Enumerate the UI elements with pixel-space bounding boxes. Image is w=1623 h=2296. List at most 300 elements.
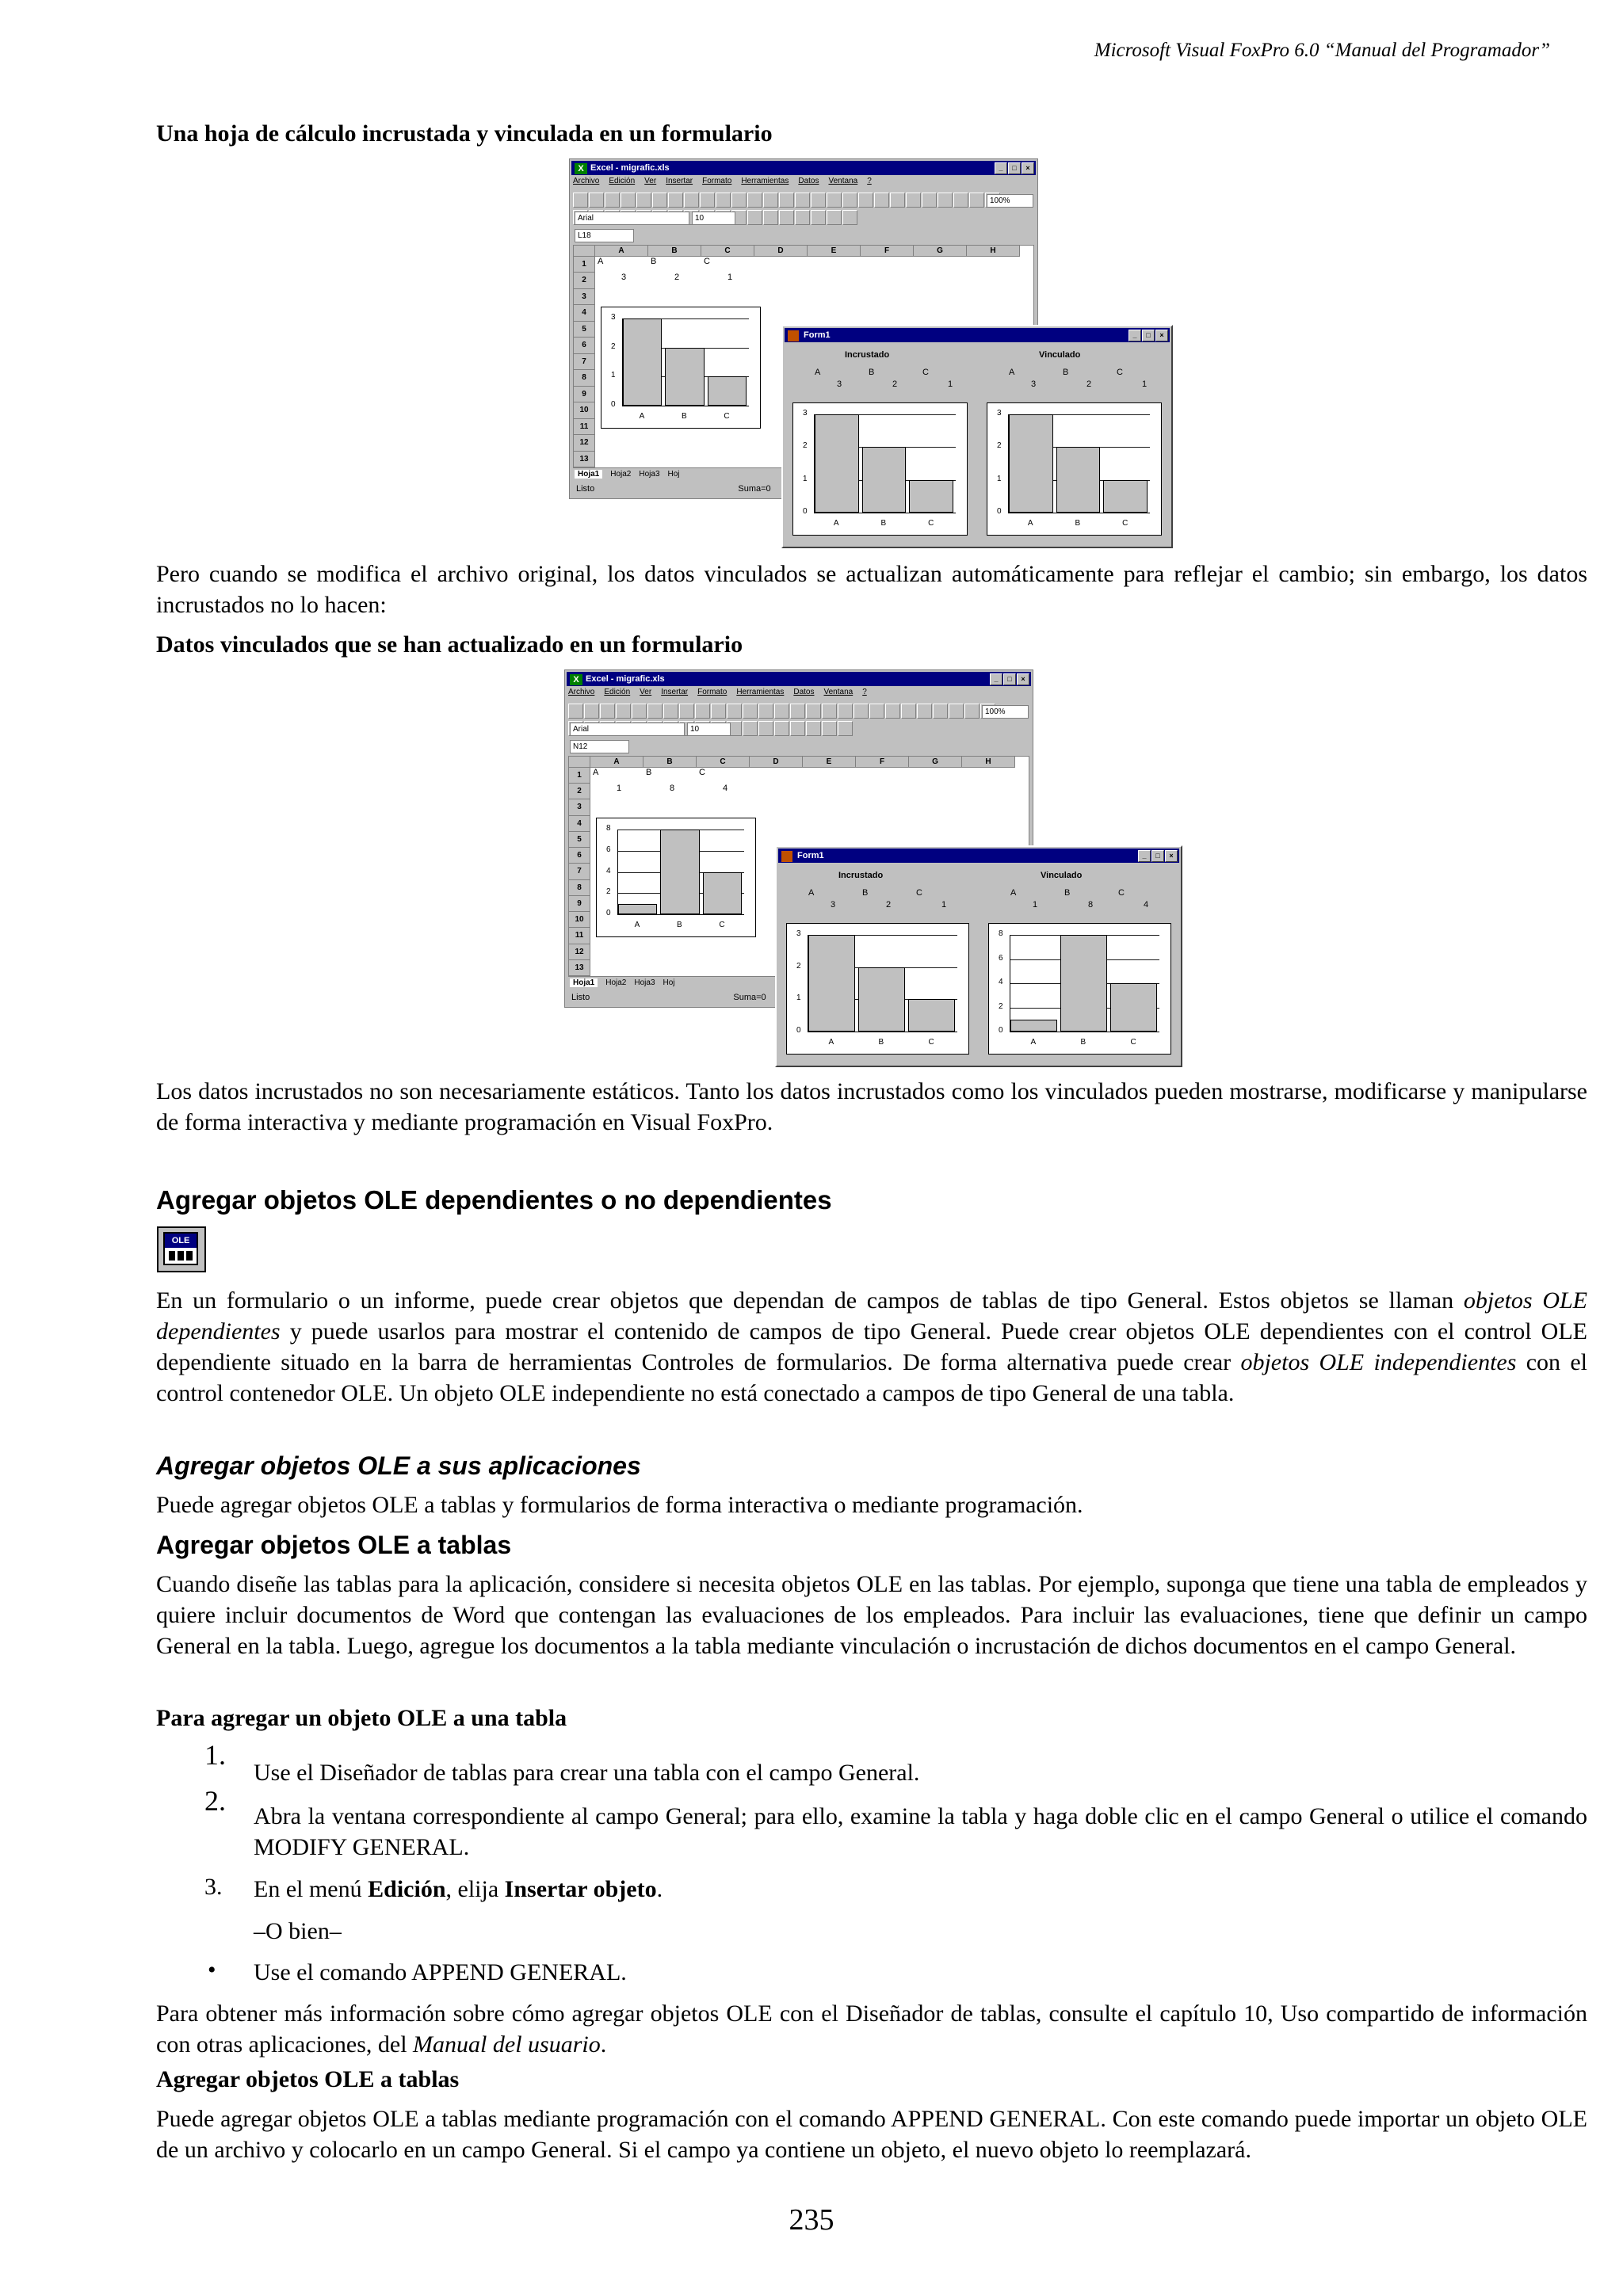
toolbar-button[interactable]: [573, 193, 588, 208]
menu-item[interactable]: Archivo: [568, 688, 595, 696]
column-header[interactable]: B: [643, 757, 697, 768]
sheet-tab[interactable]: Hoja3: [634, 978, 655, 987]
x-tick-label: B: [1080, 1038, 1086, 1047]
form-window-buttons: [1128, 330, 1168, 344]
toolbar-button[interactable]: [763, 210, 778, 225]
sheet-tab[interactable]: Hoja3: [639, 470, 660, 479]
bar-c: [708, 376, 747, 405]
row-header[interactable]: 13: [569, 960, 590, 976]
cell[interactable]: B: [651, 257, 657, 266]
ole-cell: B: [1064, 888, 1071, 898]
toolbar-button[interactable]: [758, 704, 773, 719]
paragraph-4: Puede agregar objetos OLE a tablas y formularios de forma interactiva o mediante programación.: [156, 1492, 1083, 1518]
toolbar-button[interactable]: [584, 704, 599, 719]
menu-item[interactable]: Archivo: [573, 177, 600, 185]
column-header[interactable]: D: [754, 246, 808, 257]
x-tick-label: A: [1027, 519, 1033, 528]
y-tick-label: 6: [999, 953, 1003, 963]
toolbar-button[interactable]: [790, 721, 805, 736]
toolbar-button[interactable]: [811, 193, 826, 208]
ole-cell: 1: [948, 379, 953, 389]
label-vinculado: Vinculado: [1041, 871, 1083, 880]
toolbar-button[interactable]: [743, 704, 758, 719]
paragraph-3: En un formulario o un informe, puede crear objetos que dependan de campos de tablas de tipo General. Estos objetos se llaman objetos OLE dependientes y puede usarlos para mostrar el contenido de campos de tipo General. Puede crear objetos OLE dependientes con el control OLE dependiente situado en la barra de herramientas Controles de formularios. De forma alternativa puede crear objetos OLE independientes con el control contenedor OLE. Un objeto OLE independiente no está conectado a campos de tipo General de una tabla.: [156, 1287, 1588, 1406]
y-tick-label: 0: [803, 507, 808, 516]
x-tick-label: C: [719, 921, 725, 930]
toolbar-button[interactable]: [874, 193, 889, 208]
toolbar-button[interactable]: [827, 193, 842, 208]
toolbar-button[interactable]: [901, 704, 916, 719]
bar-c: [1110, 983, 1157, 1032]
select-all-corner: [574, 246, 595, 257]
ole-cell: A: [808, 888, 815, 898]
procedure-title: Para agregar un objeto OLE a una tabla: [156, 1705, 567, 1731]
y-tick-label: 0: [796, 1026, 801, 1035]
foxpro-form-icon: [781, 851, 792, 862]
row-header[interactable]: 5: [569, 832, 590, 848]
y-tick-label: 6: [606, 845, 611, 854]
row-header[interactable]: 12: [569, 944, 590, 960]
cell[interactable]: 1: [617, 784, 622, 794]
y-tick-label: 0: [606, 909, 611, 918]
bullet-text: Use el comando APPEND GENERAL.: [254, 1959, 627, 1985]
running-header: Microsoft Visual FoxPro 6.0 “Manual del Programador”: [1094, 40, 1550, 61]
toolbar-button[interactable]: [933, 704, 948, 719]
column-header[interactable]: G: [909, 757, 962, 768]
menu-item[interactable]: Insertar: [666, 177, 693, 185]
toolbar-button[interactable]: [743, 721, 758, 736]
page-number: 235: [789, 2203, 834, 2237]
menu-item[interactable]: Formato: [702, 177, 732, 185]
screenshot-2: [564, 669, 1182, 1066]
toolbar-button[interactable]: [842, 210, 857, 225]
row-header[interactable]: 11: [574, 419, 595, 435]
ole-control-icon: [157, 1226, 206, 1272]
menu-item[interactable]: Ver: [644, 177, 657, 185]
paragraph-5: Cuando diseñe las tablas para la aplicación, considere si necesita objetos OLE en las tablas. Por ejemplo, suponga que tiene una tabla de empleados y quiere incluir documentos de Word que contengan las evaluaciones de los empleados. Para incluir las evaluaciones, tiene que definir un campo General en la tabla. Luego, agregue los documentos a la tabla mediante vinculación o incrustación de dichos documentos en el campo General.: [156, 1571, 1587, 1659]
ole-cell: A: [1009, 368, 1015, 377]
toolbar-button[interactable]: [790, 704, 805, 719]
cell[interactable]: C: [699, 768, 705, 777]
ole-cell: 3: [1031, 379, 1037, 389]
ole-cell: 3: [837, 379, 842, 389]
subsection-heading-aplicaciones: Agregar objetos OLE a sus aplicaciones: [156, 1451, 641, 1480]
minimize-button[interactable]: _: [1128, 330, 1141, 341]
excel-title-bar: Excel - migrafic.xls X _ □ ×: [571, 161, 1036, 175]
toolbar-button[interactable]: [684, 193, 699, 208]
ole-cell: 1: [1142, 379, 1148, 389]
row-header[interactable]: 3: [574, 289, 595, 305]
toolbar-button[interactable]: [838, 721, 853, 736]
figure-caption-2: Datos vinculados que se han actualizado en un formulario: [156, 631, 743, 658]
sheet-tab[interactable]: Hoj: [667, 470, 680, 479]
excel-app-icon: X: [575, 163, 587, 174]
ole-cell: B: [862, 888, 869, 898]
column-header[interactable]: B: [648, 246, 701, 257]
column-header[interactable]: F: [861, 246, 914, 257]
toolbar-button[interactable]: [953, 193, 968, 208]
ole-cell: B: [1063, 368, 1069, 377]
menu-item[interactable]: ?: [867, 177, 872, 185]
toolbar-button[interactable]: [663, 704, 678, 719]
ole-cell: B: [869, 368, 875, 377]
column-header[interactable]: H: [962, 757, 1015, 768]
toolbar-button[interactable]: [869, 704, 884, 719]
y-tick-label: 2: [997, 441, 1002, 451]
ole-cell: C: [1118, 888, 1125, 898]
form-window: [775, 845, 1182, 1067]
sheet-tabs: [570, 978, 683, 987]
x-tick-label: A: [833, 519, 839, 528]
status-sum: Suma=0: [733, 993, 766, 1002]
ole-cell: 3: [831, 900, 836, 910]
toolbar-button[interactable]: [890, 193, 905, 208]
maximize-button[interactable]: □: [1142, 330, 1155, 341]
ole-cell: 1: [1033, 900, 1038, 910]
toolbar-button[interactable]: [949, 704, 964, 719]
sheet-tab[interactable]: Hoja1: [575, 470, 602, 479]
toolbar-button[interactable]: [616, 704, 631, 719]
y-tick-label: 1: [611, 371, 616, 380]
sheet-tabs: [575, 470, 688, 479]
x-tick-label: B: [682, 411, 687, 421]
font-size-combo[interactable]: 10: [692, 212, 735, 225]
toolbar-button[interactable]: [727, 704, 742, 719]
toolbar-button[interactable]: [605, 193, 620, 208]
figure-caption-1: Una hoja de cálculo incrustada y vinculada en un formulario: [156, 120, 773, 147]
bar-b: [660, 830, 699, 915]
step-number: 1.: [204, 1739, 226, 1771]
font-combo[interactable]: Arial: [570, 723, 685, 736]
close-button[interactable]: ×: [1022, 162, 1034, 174]
cell[interactable]: C: [704, 257, 710, 266]
bar-c: [703, 872, 742, 915]
cell[interactable]: 4: [723, 784, 728, 794]
row-header[interactable]: 4: [574, 305, 595, 321]
chart-vinculado: [988, 923, 1171, 1055]
toolbar-button[interactable]: [731, 193, 747, 208]
toolbar-button[interactable]: [938, 193, 953, 208]
column-header[interactable]: E: [803, 757, 856, 768]
x-tick-label: A: [1030, 1038, 1037, 1047]
ole-cell: 2: [1086, 379, 1092, 389]
toolbar-button[interactable]: [758, 721, 773, 736]
y-tick-label: 0: [997, 507, 1002, 516]
toolbar-button[interactable]: [600, 704, 615, 719]
ole-icon-label: OLE: [165, 1234, 197, 1248]
column-header[interactable]: C: [701, 246, 754, 257]
toolbar-button[interactable]: [747, 210, 762, 225]
ole-cell: 8: [1088, 900, 1094, 910]
column-header[interactable]: F: [856, 757, 909, 768]
toolbar-button[interactable]: [838, 704, 853, 719]
x-tick-label: B: [677, 921, 682, 930]
toolbar-button[interactable]: [679, 704, 694, 719]
toolbar-button[interactable]: [632, 704, 647, 719]
ole-cell: 2: [892, 379, 898, 389]
step-text: Abra la ventana correspondiente al campo General; para ello, examine la tabla y haga doble clic en el campo General o utilice el comando MODIFY GENERAL.: [254, 1803, 1587, 1860]
bar-b: [1056, 447, 1101, 513]
toolbar-button[interactable]: [747, 193, 762, 208]
menu-item[interactable]: Ventana: [823, 688, 854, 696]
window-buttons: [994, 162, 1034, 177]
zoom-combo[interactable]: 100%: [982, 705, 1029, 719]
row-header[interactable]: 6: [574, 338, 595, 353]
toolbar-1: [568, 704, 1029, 719]
toolbar-button[interactable]: [589, 193, 604, 208]
toolbar-button[interactable]: [795, 193, 810, 208]
menu-item[interactable]: Datos: [798, 177, 819, 185]
menu-item[interactable]: Insertar: [661, 688, 689, 696]
column-header[interactable]: H: [967, 246, 1020, 257]
toolbar-button[interactable]: [795, 210, 810, 225]
minimize-button[interactable]: _: [1138, 850, 1151, 862]
bar-c: [1103, 480, 1148, 513]
menu-item[interactable]: Formato: [697, 688, 727, 696]
section-heading: Agregar objetos OLE dependientes o no dependientes: [156, 1185, 832, 1215]
foxpro-form-icon: [788, 330, 799, 341]
maximize-button[interactable]: □: [1003, 673, 1016, 685]
toolbar-button[interactable]: [779, 210, 794, 225]
toolbar-button[interactable]: [668, 193, 683, 208]
toolbar-button[interactable]: [822, 704, 837, 719]
excel-menu-bar: [568, 688, 1029, 700]
row-header[interactable]: 6: [569, 848, 590, 864]
window-buttons: [989, 673, 1029, 688]
toolbar-button[interactable]: [906, 193, 921, 208]
toolbar-button[interactable]: [695, 704, 710, 719]
form-window-buttons: [1137, 850, 1178, 864]
font-size-combo[interactable]: 10: [687, 723, 731, 736]
status-ready: Listo: [571, 993, 590, 1002]
row-header[interactable]: 12: [574, 435, 595, 451]
y-tick-label: 2: [999, 1001, 1003, 1011]
ole-cell: 4: [1144, 900, 1149, 910]
maximize-button[interactable]: □: [1008, 162, 1021, 174]
paragraph-6: Para obtener más información sobre cómo agregar objetos OLE con el Diseñador de tablas, consulte el capítulo 10, Uso compartido de información con otras aplicaciones, del Manual del usuario.: [156, 2000, 1587, 2058]
y-tick-label: 0: [611, 399, 616, 409]
menu-item[interactable]: ?: [862, 688, 867, 696]
toolbar-button[interactable]: [858, 193, 873, 208]
row-header[interactable]: 10: [574, 402, 595, 418]
toolbar-button[interactable]: [568, 704, 583, 719]
toolbar-button[interactable]: [711, 704, 726, 719]
bar-a: [815, 414, 859, 513]
screenshot-1: [569, 158, 1171, 547]
row-header[interactable]: 2: [569, 784, 590, 799]
bar-c: [909, 480, 953, 513]
cell[interactable]: A: [593, 768, 599, 777]
toolbar-button[interactable]: [763, 193, 778, 208]
cell[interactable]: 8: [670, 784, 675, 794]
column-header[interactable]: G: [914, 246, 967, 257]
toolbar-button[interactable]: [885, 704, 900, 719]
menu-item[interactable]: Datos: [793, 688, 815, 696]
cell[interactable]: 1: [727, 273, 733, 283]
x-tick-label: C: [928, 519, 934, 528]
column-header[interactable]: C: [697, 757, 750, 768]
row-header[interactable]: 7: [574, 354, 595, 370]
cell[interactable]: 3: [621, 273, 627, 283]
close-button[interactable]: ×: [1017, 673, 1029, 685]
x-tick-label: B: [1075, 519, 1081, 528]
menu-item[interactable]: Ver: [640, 688, 652, 696]
toolbar-button[interactable]: [621, 193, 636, 208]
y-tick-label: 1: [803, 474, 808, 483]
bar-b: [862, 447, 907, 513]
row-header[interactable]: 7: [569, 864, 590, 879]
x-tick-label: B: [878, 1038, 884, 1047]
paragraph-2: Los datos incrustados no son necesariamente estáticos. Tanto los datos incrustados como los vinculados pueden mostrarse, modificarse y manipularse de forma interactiva y mediante programación en Visual FoxPro.: [156, 1078, 1587, 1135]
bar-c: [908, 999, 955, 1032]
x-tick-label: A: [639, 411, 645, 421]
ole-cell: C: [916, 888, 922, 898]
toolbar-button[interactable]: [716, 193, 731, 208]
column-header[interactable]: E: [808, 246, 861, 257]
font-combo[interactable]: Arial: [575, 212, 689, 225]
maximize-button[interactable]: □: [1151, 850, 1164, 862]
step-text: En el menú Edición, elija Insertar objeto.: [254, 1876, 663, 1902]
y-tick-label: 3: [796, 929, 801, 938]
toolbar-button[interactable]: [827, 210, 842, 225]
minimize-button[interactable]: _: [995, 162, 1007, 174]
close-button[interactable]: ×: [1165, 850, 1178, 862]
name-box[interactable]: L18: [575, 229, 634, 242]
y-tick-label: 1: [796, 994, 801, 1003]
bar-b: [665, 348, 704, 406]
zoom-combo[interactable]: 100%: [987, 194, 1033, 208]
label-incrustado: Incrustado: [838, 871, 884, 880]
bar-b: [858, 967, 905, 1032]
chart-vinculado: [987, 402, 1162, 536]
paragraph-7: Puede agregar objetos OLE a tablas mediante programación con el comando APPEND GENERAL. Con este comando puede importar un objeto OLE de un archivo y colocarlo en un campo General. Si el campo ya contiene un objeto, el nuevo objeto lo reemplazará.: [156, 2106, 1587, 2163]
row-header[interactable]: 9: [574, 387, 595, 402]
menu-item[interactable]: Edición: [604, 688, 631, 696]
name-box[interactable]: N12: [570, 740, 629, 753]
step-text: Use el Diseñador de tablas para crear una tabla con el campo General.: [254, 1760, 920, 1786]
menu-item[interactable]: Herramientas: [741, 177, 789, 185]
toolbar-button[interactable]: [842, 193, 857, 208]
cell[interactable]: B: [646, 768, 652, 777]
menu-item[interactable]: Herramientas: [736, 688, 785, 696]
y-tick-label: 0: [999, 1026, 1003, 1035]
alternative-separator: –O bien–: [254, 1918, 342, 1944]
column-header[interactable]: D: [750, 757, 803, 768]
toolbar-button[interactable]: [922, 193, 937, 208]
toolbar-button[interactable]: [811, 210, 826, 225]
x-tick-label: C: [724, 411, 730, 421]
row-header[interactable]: 13: [574, 452, 595, 467]
toolbar-button[interactable]: [969, 193, 984, 208]
y-tick-label: 1: [997, 474, 1002, 483]
cell[interactable]: 2: [674, 273, 680, 283]
ole-cell: A: [1010, 888, 1017, 898]
y-tick-label: 4: [606, 866, 611, 875]
toolbar-button[interactable]: [774, 721, 789, 736]
sheet-tab[interactable]: Hoja1: [570, 978, 598, 987]
y-tick-label: 3: [611, 313, 616, 322]
ole-cell: 2: [886, 900, 892, 910]
row-header[interactable]: 8: [574, 370, 595, 386]
ole-cell: C: [1117, 368, 1123, 377]
ole-cell: C: [922, 368, 929, 377]
form-title-bar: Form1 _ □ ×: [785, 328, 1170, 342]
menu-item[interactable]: Edición: [609, 177, 636, 185]
form-window: [781, 325, 1173, 548]
y-tick-label: 2: [611, 341, 616, 351]
y-tick-label: 3: [803, 409, 808, 418]
step-number: 3.: [204, 1874, 223, 1900]
row-header[interactable]: 2: [574, 273, 595, 288]
minimize-button[interactable]: _: [990, 673, 1002, 685]
y-tick-label: 8: [999, 929, 1003, 938]
y-tick-label: 2: [803, 441, 808, 451]
paragraph-1: Pero cuando se modifica el archivo original, los datos vinculados se actualizan automáticamente para reflejar el cambio; sin embargo, los datos incrustados no lo hacen:: [156, 561, 1587, 618]
toolbar-button[interactable]: [636, 193, 651, 208]
step-number: 2.: [204, 1785, 226, 1817]
row-header[interactable]: 9: [569, 896, 590, 912]
menu-item[interactable]: Ventana: [828, 177, 858, 185]
close-button[interactable]: ×: [1155, 330, 1168, 341]
row-header[interactable]: 4: [569, 816, 590, 832]
bar-a: [808, 935, 855, 1032]
status-ready: Listo: [576, 484, 595, 494]
row-header[interactable]: 1: [574, 257, 595, 273]
status-sum: Suma=0: [738, 484, 771, 494]
row-header[interactable]: 10: [569, 912, 590, 928]
toolbar-button[interactable]: [700, 193, 715, 208]
y-tick-label: 2: [606, 887, 611, 897]
cell[interactable]: A: [598, 257, 604, 266]
sheet-tab[interactable]: Hoj: [663, 978, 675, 987]
row-header[interactable]: 11: [569, 928, 590, 944]
toolbar-button[interactable]: [652, 193, 667, 208]
toolbar-button[interactable]: [854, 704, 869, 719]
gridline: [617, 914, 744, 915]
y-tick-label: 3: [997, 409, 1002, 418]
column-header[interactable]: A: [590, 757, 643, 768]
toolbar-1: [573, 193, 1034, 208]
select-all-corner: [569, 757, 590, 768]
toolbar-button[interactable]: [774, 704, 789, 719]
toolbar-button[interactable]: [647, 704, 663, 719]
x-tick-label: C: [1122, 519, 1128, 528]
label-incrustado: Incrustado: [845, 350, 890, 360]
subsection-heading-tablas-2: Agregar objetos OLE a tablas: [156, 2066, 460, 2092]
bar-a: [1010, 1020, 1057, 1032]
toolbar-button[interactable]: [806, 704, 821, 719]
ole-cell: A: [815, 368, 821, 377]
column-header[interactable]: A: [595, 246, 648, 257]
form-title-bar: Form1 _ □ ×: [778, 849, 1179, 863]
toolbar-button[interactable]: [822, 721, 837, 736]
row-header[interactable]: 5: [574, 322, 595, 338]
row-header[interactable]: 3: [569, 799, 590, 815]
bar-a: [623, 318, 662, 405]
y-tick-label: 8: [606, 823, 611, 833]
row-header[interactable]: 1: [569, 768, 590, 784]
toolbar-button[interactable]: [779, 193, 794, 208]
chart-incrustado: [792, 402, 968, 536]
toolbar-button[interactable]: [806, 721, 821, 736]
sheet-tab[interactable]: Hoja2: [605, 978, 627, 987]
row-header[interactable]: 8: [569, 880, 590, 896]
toolbar-button[interactable]: [917, 704, 932, 719]
toolbar-button[interactable]: [964, 704, 980, 719]
sheet-tab[interactable]: Hoja2: [610, 470, 632, 479]
x-tick-label: C: [1130, 1038, 1136, 1047]
excel-menu-bar: [573, 177, 1034, 189]
